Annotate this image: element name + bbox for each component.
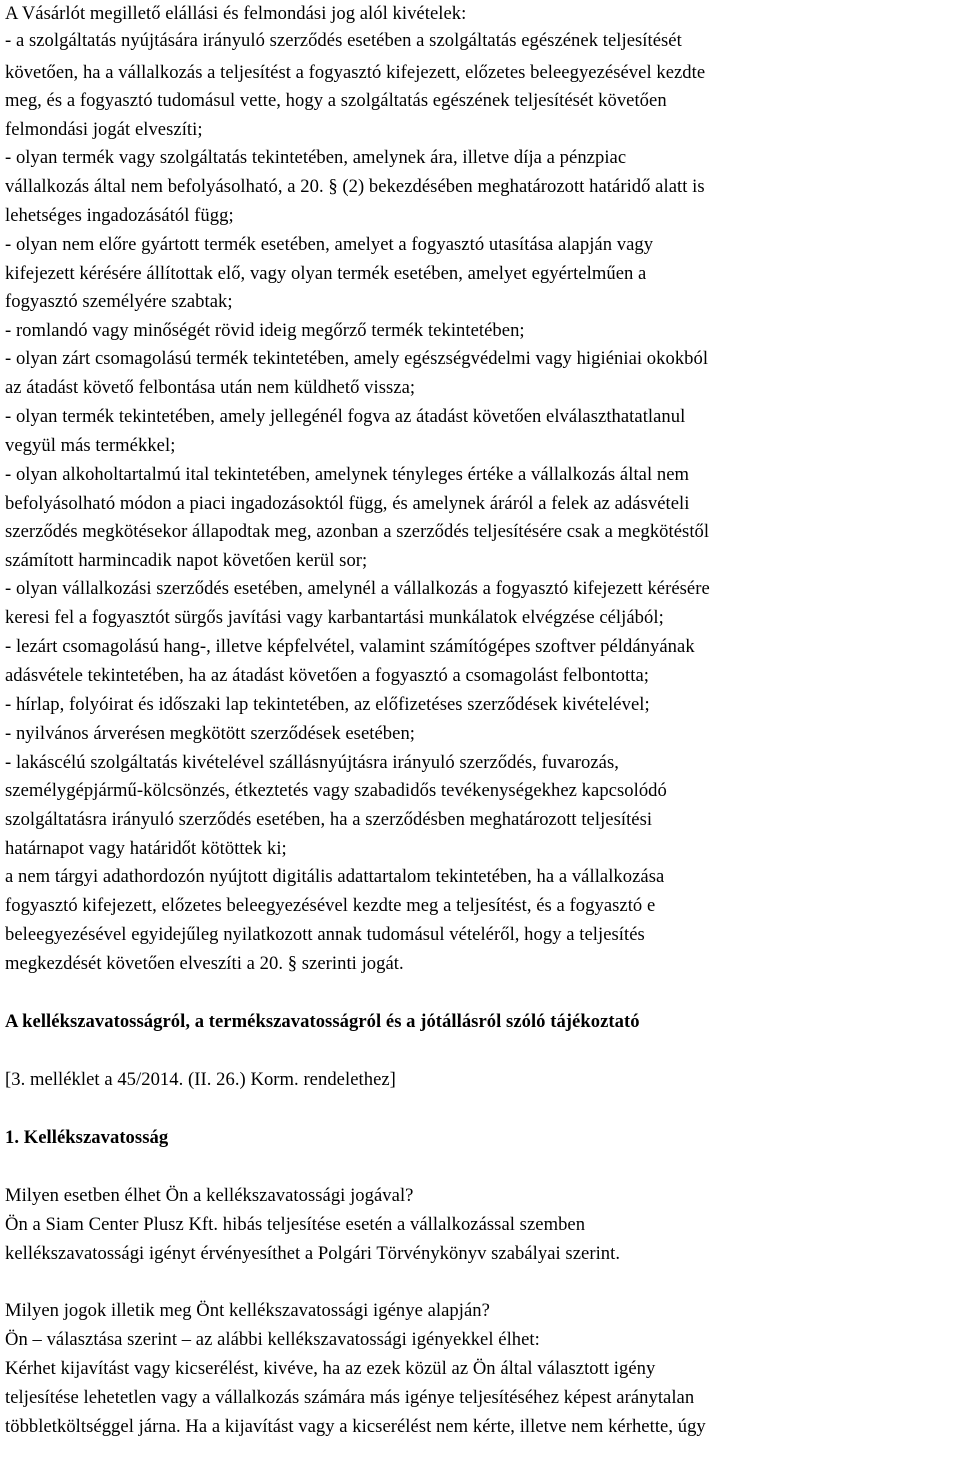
text-line: megkezdését követően elveszíti a 20. § szerinti jogát. bbox=[5, 953, 404, 974]
section-title: A kellékszavatosságról, a termékszavatosságról és a jótállásról szóló tájékoztató bbox=[5, 1011, 640, 1032]
text-line: az átadást követő felbontása után nem küldhető vissza; bbox=[5, 377, 416, 398]
text-line: keresi fel a fogyasztót sürgős javítási vagy karbantartási munkálatok elvégzése céljából; bbox=[5, 607, 664, 628]
answer-2-line: többletköltséggel járna. Ha a kijavítást vagy a kicserélést nem kérte, illetve nem kérhette, úgy bbox=[5, 1416, 706, 1437]
text-line: lehetséges ingadozásától függ; bbox=[5, 205, 234, 226]
text-line: - lakáscélú szolgáltatás kivételével szállásnyújtásra irányuló szerződés, fuvarozás, bbox=[5, 752, 619, 773]
text-line: fogyasztó személyére szabtak; bbox=[5, 291, 233, 312]
text-line: adásvétele tekintetében, ha az átadást követően a fogyasztó a csomagolást felbontotta; bbox=[5, 665, 649, 686]
text-line: befolyásolható módon a piaci ingadozásoktól függ, és amelynek áráról a felek az adásvételi bbox=[5, 493, 690, 514]
text-line: - olyan zárt csomagolású termék tekintetében, amely egészségvédelmi vagy higiéniai okokból bbox=[5, 348, 709, 369]
question-2: Milyen jogok illetik meg Önt kellékszavatossági igénye alapján? bbox=[5, 1300, 490, 1321]
text-line: szolgáltatásra irányuló szerződés esetében, ha a szerződésben meghatározott teljesítési bbox=[5, 809, 653, 830]
text-line: - olyan nem előre gyártott termék esetében, amelyet a fogyasztó utasítása alapján vagy bbox=[5, 234, 654, 255]
text-line: követően, ha a vállalkozás a teljesítést a fogyasztó kifejezett, előzetes beleegyezésével kezdte bbox=[5, 62, 706, 83]
exceptions-heading: A Vásárlót megillető elállási és felmondási jog alól kivételek: bbox=[5, 3, 467, 24]
text-line: - lezárt csomagolású hang-, illetve képfelvétel, valamint számítógépes szoftver példányának bbox=[5, 636, 695, 657]
subsection-title: 1. Kellékszavatosság bbox=[5, 1127, 169, 1148]
text-line: - olyan termék tekintetében, amely jellegénél fogva az átadást követően elválaszthatatlanul bbox=[5, 406, 686, 427]
text-line: határnapot vagy határidőt kötöttek ki; bbox=[5, 838, 287, 859]
answer-2-line: teljesítése lehetetlen vagy a vállalkozás számára más igénye teljesítéséhez képest aránytalan bbox=[5, 1387, 695, 1408]
text-line: - olyan termék vagy szolgáltatás tekintetében, amelynek ára, illetve díja a pénzpiac bbox=[5, 147, 627, 168]
text-line: kifejezett kérésére állítottak elő, vagy olyan termék esetében, amelyet egyértelműen a bbox=[5, 263, 647, 284]
text-line: - olyan alkoholtartalmú ital tekintetében, amelynek tényleges értéke a vállalkozás által nem bbox=[5, 464, 690, 485]
annex-reference: [3. melléklet a 45/2014. (II. 26.) Korm. rendelethez] bbox=[5, 1069, 396, 1090]
text-line: személygépjármű-kölcsönzés, étkeztetés vagy szabadidős tevékenységekhez kapcsolódó bbox=[5, 780, 667, 801]
text-line: - olyan vállalkozási szerződés esetében, amelynél a vállalkozás a fogyasztó kifejezett kérésére bbox=[5, 578, 710, 599]
text-line: fogyasztó kifejezett, előzetes beleegyezésével kezdte meg a teljesítést, és a fogyasztó e bbox=[5, 895, 656, 916]
text-line: - hírlap, folyóirat és időszaki lap tekintetében, az előfizetéses szerződések kivételével; bbox=[5, 694, 650, 715]
answer-1-line: Ön a Siam Center Plusz Kft. hibás teljesítése esetén a vállalkozással szemben bbox=[5, 1214, 586, 1235]
text-line: beleegyezésével egyidejűleg nyilatkozott annak tudomásul vételéről, hogy a teljesítés bbox=[5, 924, 645, 945]
answer-2-line: Kérhet kijavítást vagy kicserélést, kivéve, ha az ezek közül az Ön által választott igény bbox=[5, 1358, 656, 1379]
answer-2-line: Ön – választása szerint – az alábbi kellékszavatossági igényekkel élhet: bbox=[5, 1329, 540, 1350]
text-line: - romlandó vagy minőségét rövid ideig megőrző termék tekintetében; bbox=[5, 320, 525, 341]
text-line: - nyilvános árverésen megkötött szerződések esetében; bbox=[5, 723, 416, 744]
text-line: meg, és a fogyasztó tudomásul vette, hogy a szolgáltatás egészének teljesítését követően bbox=[5, 90, 667, 111]
text-line: - a szolgáltatás nyújtására irányuló szerződés esetében a szolgáltatás egészének teljesítését bbox=[5, 30, 682, 51]
answer-1-line: kellékszavatossági igényt érvényesíthet a Polgári Törvénykönyv szabályai szerint. bbox=[5, 1243, 621, 1264]
text-line: szerződés megkötésekor állapodtak meg, azonban a szerződés teljesítésére csak a megkötéstől bbox=[5, 521, 710, 542]
text-line: vegyül más termékkel; bbox=[5, 435, 176, 456]
question-1: Milyen esetben élhet Ön a kellékszavatossági jogával? bbox=[5, 1185, 414, 1206]
text-line: felmondási jogát elveszíti; bbox=[5, 119, 203, 140]
text-line: vállalkozás által nem befolyásolható, a 20. § (2) bekezdésében meghatározott határidő alatt is bbox=[5, 176, 705, 197]
text-line: a nem tárgyi adathordozón nyújtott digitális adattartalom tekintetében, ha a vállalkozása bbox=[5, 866, 665, 887]
text-line: számított harmincadik napot követően kerül sor; bbox=[5, 550, 368, 571]
